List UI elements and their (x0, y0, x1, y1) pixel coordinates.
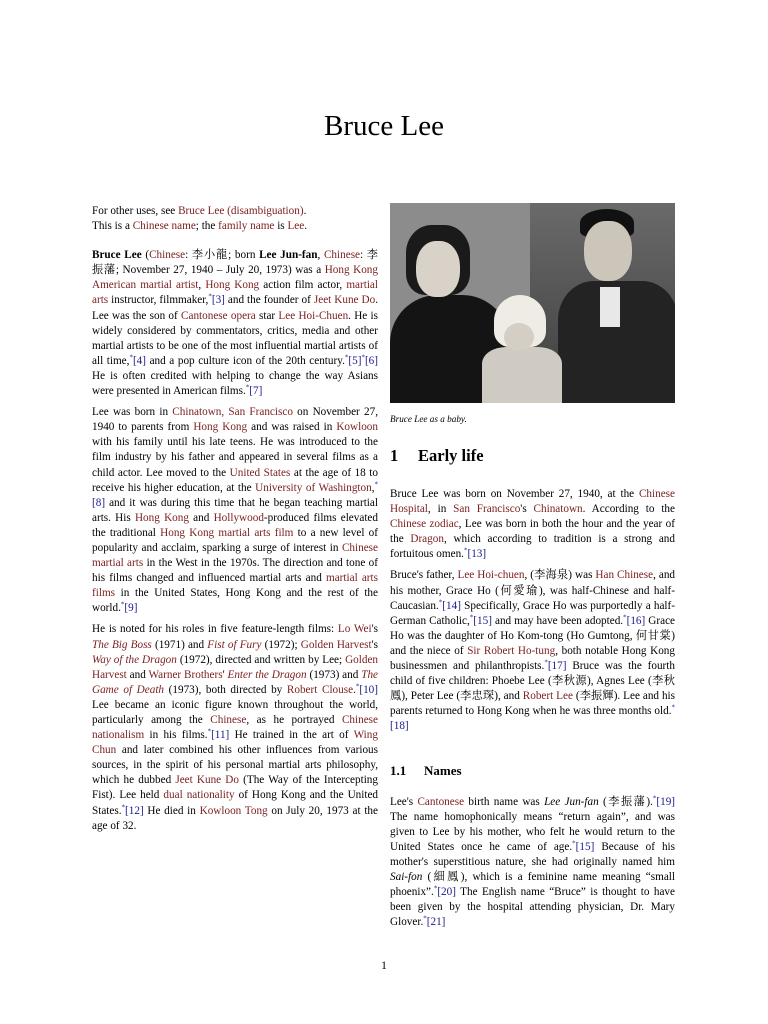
names-paragraph-1 (390, 795, 675, 931)
body-text: and (126, 668, 149, 681)
body-text: on July 20, 1973 at the age of 32. (92, 804, 378, 832)
article-link[interactable]: Lo Wei (337, 623, 372, 636)
article-link[interactable]: Cantonese opera (181, 309, 256, 322)
citation-marker: * (463, 546, 468, 555)
body-text: on November 27, 1940 to parents from (92, 406, 378, 434)
body-text: in the United States, Hong Kong and the rest of the world. (92, 587, 378, 615)
body-text: action film actor, (259, 279, 347, 292)
body-text: , which according to tradition is a strong and fortuitous omen. (390, 533, 675, 561)
article-link[interactable]: Chinese (323, 249, 361, 262)
body-text: 's (371, 623, 378, 636)
body-text: at the age of 18 to receive his higher education, at the (92, 466, 378, 494)
body-text: (1972), directed and written by Lee; (176, 653, 346, 666)
body-text: 's (371, 638, 379, 651)
body-text: and (188, 511, 214, 524)
citation-marker: * (374, 479, 379, 488)
article-link[interactable]: Lee Hoi-Chuen (278, 309, 349, 322)
citation-marker: * (572, 839, 576, 848)
citation-marker: * (208, 292, 212, 301)
article-link[interactable]: Jeet Kune Do (313, 294, 376, 307)
body-text: , in (427, 503, 454, 516)
body-text: Lee was born in (92, 406, 173, 419)
article-link[interactable]: Cantonese (417, 795, 465, 808)
article-link[interactable]: Kowloon Tong (199, 804, 268, 817)
bold-text: Bruce Lee (92, 249, 142, 262)
citation-link[interactable]: [14] (442, 599, 461, 612)
subsection-title: Names (424, 762, 462, 778)
intro-paragraph-1 (92, 248, 378, 399)
hatnote-text: For other uses, see (92, 205, 179, 217)
citation-link[interactable]: [3] (211, 294, 225, 307)
article-link[interactable]: United States (229, 466, 291, 479)
section-number: 1 (390, 446, 399, 465)
body-text: and the founder of (224, 294, 314, 307)
disambiguation-link[interactable]: Bruce Lee (disambiguation) (178, 205, 304, 217)
body-text: , Lee was born in both the hour and the year of the (390, 518, 675, 546)
body-text: , (李海泉) was (524, 569, 596, 582)
article-link[interactable]: Wing Chun (92, 729, 378, 757)
citation-link[interactable]: [17] (547, 660, 567, 673)
body-text: He trained in the art of (229, 729, 354, 742)
citation-link[interactable]: [6] (364, 354, 378, 367)
hatnote-text: This is a (92, 220, 133, 233)
body-text: in his films. (144, 729, 208, 742)
body-text: (The Way of the Intercepting Fist). Lee held (92, 774, 378, 802)
article-link[interactable]: Jeet Kune Do (175, 774, 239, 787)
article-link[interactable]: Hong Kong American martial artist (92, 264, 378, 292)
article-link[interactable]: Enter the Dragon (227, 668, 307, 681)
body-text: : 李小龍; born (185, 249, 260, 262)
article-link[interactable]: Chinese (210, 714, 247, 726)
body-text: Because of his mother's superstitious nature, she had originally named him (390, 840, 675, 868)
body-text: of Hong Kong and the United States. (92, 789, 379, 817)
citation-marker: * (652, 793, 657, 802)
body-text: He died in (143, 804, 200, 817)
citation-marker: * (245, 383, 250, 392)
citation-marker: * (344, 353, 349, 362)
article-link[interactable]: San Francisco (453, 503, 521, 516)
hatnote-line-1 (92, 204, 378, 219)
article-link[interactable]: Dragon (410, 533, 444, 546)
article-link[interactable]: Hollywood (213, 511, 264, 524)
article-link[interactable]: Chinese nationalism (92, 714, 378, 742)
page-title: Bruce Lee (324, 110, 444, 142)
article-link[interactable]: Hong Kong (134, 511, 189, 524)
body-text: star (255, 309, 279, 322)
body-text: ' (222, 668, 228, 681)
body-text: (1973), both directed by (164, 683, 287, 696)
body-text: Lee's (390, 795, 418, 808)
citation-marker: * (623, 613, 627, 622)
early-life-paragraph-1 (390, 487, 675, 562)
article-link[interactable]: Chinatown, San Francisco (172, 406, 293, 419)
bold-text: Lee Jun-fan (259, 249, 318, 262)
citation-marker: * (129, 353, 133, 362)
body-text: Grace Ho was the daughter of Ho Kom-tong (Ho Gumtong, 何甘棠) and the niece of (390, 614, 675, 657)
body-text: . According to the (582, 503, 675, 516)
article-link[interactable]: Hong Kong martial arts film (160, 526, 294, 539)
body-text: with his family until his late teens. He was introduced to the film industry by his father and appeared in several films as a child actor. Lee moved to the (92, 436, 378, 479)
body-text: Bruce was the fourth child of five children: Phoebe Lee (李秋源), Agnes Lee (李秋鳳), Peter Lee (李忠琛), and (390, 660, 675, 703)
citation-link[interactable]: [7] (249, 385, 263, 398)
body-text: , and his mother, Grace Ho (何愛瑜), was half-Chinese and half-Caucasian. (390, 569, 676, 612)
section-heading-early-life (390, 446, 675, 466)
body-text: , both notable Hong Kong businessmen and philanthropists. (390, 644, 675, 673)
family-name-link[interactable]: family name (218, 220, 275, 233)
body-text: Specifically, Grace Ho was purportedly a half-German Catholic, (390, 599, 675, 627)
chinese-name-link[interactable]: Chinese name (132, 220, 196, 233)
citation-link[interactable]: [4] (132, 354, 146, 367)
hatnote-text: is (274, 220, 288, 233)
citation-marker: * (544, 658, 548, 667)
intro-paragraph-2 (92, 405, 378, 616)
image-caption: Bruce Lee as a baby. (390, 414, 467, 424)
article-link[interactable]: The Big Boss (92, 638, 152, 651)
article-link[interactable]: The Game of Death (92, 668, 378, 696)
baby-photo-image (390, 203, 675, 403)
body-text: ( (141, 249, 150, 262)
article-link[interactable]: Chinese (149, 249, 186, 262)
body-text: (1971) and (151, 638, 208, 651)
hatnote-line-2 (92, 219, 378, 234)
article-link[interactable]: Hong Kong (205, 279, 260, 292)
citation-marker: * (438, 597, 443, 606)
citation-link[interactable]: [19] (656, 795, 676, 808)
citation-link[interactable]: [13] (467, 548, 487, 561)
body-text: : 李振藩; November 27, 1940 – July 20, 1973) was a (92, 249, 378, 277)
body-text: Bruce Lee was born on November 27, 1940, at the (390, 488, 639, 500)
article-link[interactable]: Hong Kong (193, 421, 248, 434)
body-text: , (371, 481, 375, 494)
body-text: -produced films elevated the traditional (92, 511, 378, 539)
body-text: in the West in the 1970s. The direction and tone of his films changed and influenced martial arts and (92, 557, 378, 585)
body-text: . He is widely considered by commentators, critics, media and other martial artists to be one of the most influential martial artists of all time, (92, 309, 379, 367)
body-text: and a pop culture icon of the 20th century. (146, 354, 345, 367)
citation-marker: * (120, 600, 125, 609)
body-text: instructor, filmmaker, (108, 294, 209, 307)
article-link[interactable]: Warner Brothers (148, 668, 223, 681)
citation-link[interactable]: [20] (437, 886, 456, 899)
page-number: 1 (381, 960, 387, 972)
body-text: Lee became an iconic figure known throughout the world, particularly among the (92, 698, 378, 726)
article-link[interactable]: University of Washington (255, 481, 372, 494)
body-text: (1972); (261, 638, 301, 651)
article-link[interactable]: dual nationality (163, 789, 235, 802)
body-text: and may have been adopted. (491, 614, 624, 627)
body-text: (1973) and (306, 668, 362, 681)
citation-link[interactable]: [15] (575, 840, 595, 853)
body-text: . (353, 683, 356, 696)
body-text: (李振藩). (598, 795, 653, 808)
article-link[interactable]: Robert Clouse (286, 683, 354, 696)
citation-link[interactable]: [21] (426, 916, 446, 929)
article-link[interactable]: Golden Harvest (300, 638, 372, 651)
subsection-number: 1.1 (390, 762, 407, 778)
article-link[interactable]: Chinatown (533, 503, 583, 516)
article-link[interactable]: Chinese Hospital (390, 488, 675, 516)
citation-link[interactable]: [16] (626, 614, 646, 627)
citation-marker: * (355, 682, 360, 691)
body-text: , (317, 249, 324, 262)
article-link[interactable]: Robert Lee (522, 690, 573, 703)
article-link[interactable]: Sir Robert Ho-tung (467, 644, 556, 657)
body-text: Bruce's father, (390, 569, 458, 582)
body-text: He is noted for his roles in five feature-length films: (92, 623, 338, 636)
article-link[interactable]: Lee Hoi-chuen (457, 569, 525, 582)
body-text: and later combined his other influences from various sources, in the spirit of his personal martial arts philosophy, which he dubbed (92, 744, 378, 787)
hatnote-text: . (304, 220, 308, 233)
body-text: , as he portrayed (246, 714, 342, 726)
article-link[interactable]: martial arts (92, 279, 378, 307)
citation-marker: * (121, 802, 126, 811)
body-text: and it was during this time that he began teaching martial arts. His (92, 496, 378, 524)
italic-text: Lee Jun-fan (544, 795, 599, 808)
citation-marker: * (207, 727, 212, 736)
citation-link[interactable]: [8] (92, 496, 106, 509)
right-column (390, 203, 675, 936)
article-link[interactable]: Han Chinese (595, 569, 654, 582)
left-column (92, 204, 378, 840)
citation-link[interactable]: [5] (348, 354, 362, 367)
body-text: The name homophonically means “return again”, and was given to Lee by his mother, who felt he would return to the United States once he came of age. (390, 810, 675, 853)
body-text: 's (520, 503, 534, 516)
citation-marker: * (433, 884, 438, 893)
hatnote-text: ; the (195, 220, 219, 233)
body-text: He is often credited with helping to change the way Asians were presented in American films. (92, 369, 378, 398)
article-link[interactable]: Way of the Dragon (92, 653, 177, 666)
lee-link[interactable]: Lee (287, 220, 305, 233)
early-life-paragraph-2 (390, 568, 675, 734)
body-text: The English name “Bruce” is thought to have been given by the hospital attending physician, Dr. Mary Glover. (390, 886, 675, 929)
body-text: (李振輝). Lee and his parents returned to Hong Kong when he was three months old. (390, 690, 675, 718)
citation-marker: * (469, 613, 474, 622)
article-link[interactable]: Kowloon (336, 421, 378, 434)
subsection-heading-names (390, 763, 675, 779)
body-text: . Lee was the son of (92, 294, 378, 322)
citation-marker: * (671, 703, 675, 712)
article-link[interactable]: Chinese zodiac (390, 518, 459, 531)
article-link[interactable]: Fist of Fury (207, 638, 262, 651)
section-title: Early life (418, 446, 484, 465)
citation-link[interactable]: [10] (359, 683, 378, 696)
hatnote (92, 204, 378, 234)
citation-marker: * (423, 914, 427, 923)
hatnote-text: . (303, 205, 307, 217)
body-text: birth name was (464, 795, 545, 808)
citation-link[interactable]: [9] (124, 602, 138, 615)
body-text: , (198, 279, 206, 292)
citation-link[interactable]: [15] (473, 614, 492, 627)
italic-text: Sai-fon (390, 870, 423, 883)
body-text: to a new level of popularity and acclaim, sparking a surge of interest in (92, 526, 378, 554)
body-text: and was raised in (247, 421, 337, 434)
body-text: (細鳳), which is a feminine name meaning “small phoenix”. (390, 870, 675, 899)
article-link[interactable]: martial arts films (92, 572, 378, 600)
article-link[interactable]: Golden Harvest (92, 653, 378, 681)
article-link[interactable]: Chinese martial arts (92, 541, 378, 570)
citation-link[interactable]: [12] (125, 804, 144, 817)
intro-paragraph-3 (92, 622, 378, 833)
citation-link[interactable]: [11] (211, 729, 230, 742)
citation-marker: * (361, 353, 365, 362)
citation-link[interactable]: [18] (390, 720, 409, 733)
